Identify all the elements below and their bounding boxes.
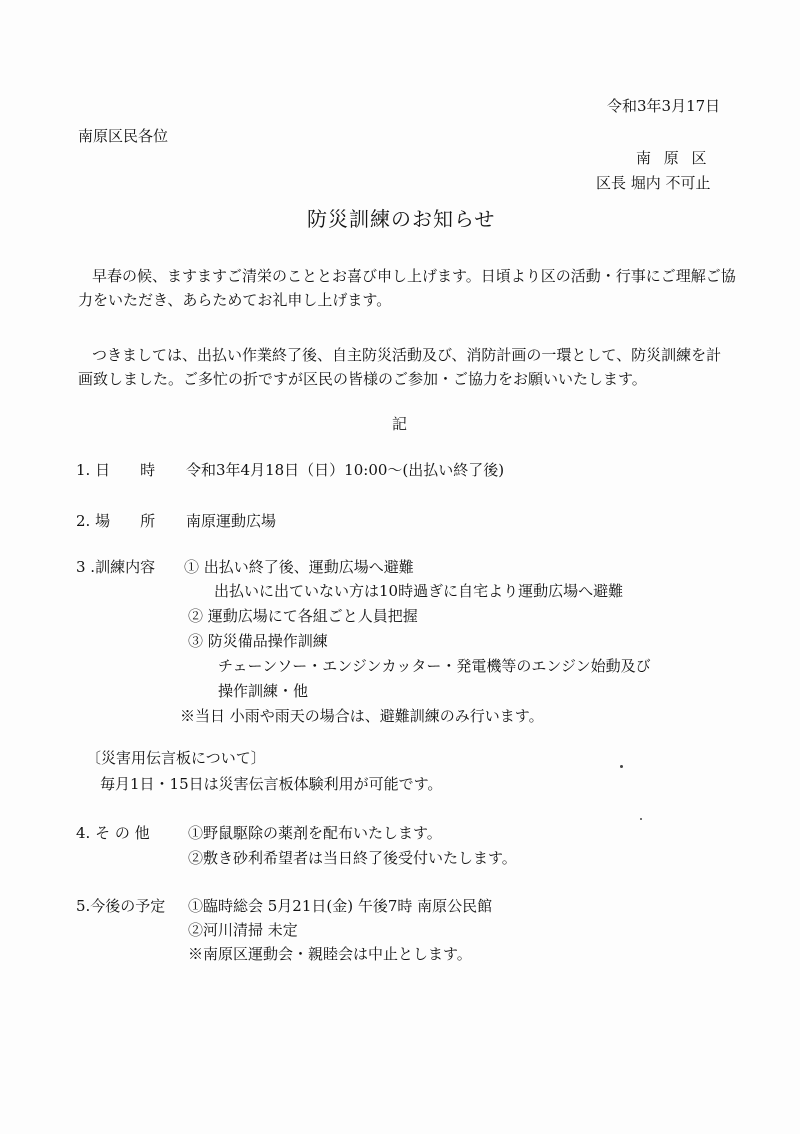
paragraph-2-line-2: 画致しました。ご多忙の折ですが区民の皆様のご参加・ご協力をお願いいたします。: [78, 370, 647, 388]
item-place-value: 南原運動広場: [186, 512, 277, 530]
scan-speck: [620, 765, 623, 768]
sender-org: 南 原 区: [636, 149, 711, 167]
item-other-line-1: ①野鼠駆除の薬剤を配布いたします。: [188, 824, 442, 842]
recipient: 南原区民各位: [78, 127, 169, 145]
item-schedule-line-1: ①臨時総会 5月21日(金) 午後7時 南原公民館: [188, 897, 493, 915]
item-content-line-2: 出払いに出ていない方は10時過ぎに自宅より運動広場へ避難: [214, 582, 624, 600]
item-content-line-6: 操作訓練・他: [218, 682, 309, 700]
item-content-line-4: ③ 防災備品操作訓練: [188, 632, 328, 650]
item-place-label: 2. 場 所: [76, 512, 156, 530]
sender-name: 区長 堀内 不可止: [596, 174, 711, 192]
item-content-line-5: チェーンソー・エンジンカッター・発電機等のエンジン始動及び: [218, 657, 651, 675]
item-content-note: ※当日 小雨や雨天の場合は、避難訓練のみ行います。: [180, 707, 544, 725]
board-text: 毎月1日・15日は災害伝言板体験利用が可能です。: [100, 775, 443, 793]
item-schedule-label: 5.今後の予定: [76, 897, 166, 915]
item-date-value: 令和3年4月18日（日）10:00～(出払い終了後): [186, 461, 505, 479]
page-title: 防災訓練のお知らせ: [307, 207, 496, 231]
board-heading: 〔災害用伝言板について〕: [86, 749, 266, 767]
paragraph-1-line-2: 力をいただき、あらためてお礼申し上げます。: [78, 291, 392, 309]
item-content-line-3: ② 運動広場にて各組ごと人員把握: [188, 607, 418, 625]
item-other-label: 4. そ の 他: [76, 824, 150, 842]
item-content-label: 3 .訓練内容: [76, 558, 156, 576]
scan-speck: [640, 818, 642, 820]
paragraph-1-line-1: 早春の候、ますますご清栄のこととお喜び申し上げます。日頃より区の活動・行事にご理解ご協: [92, 267, 736, 285]
item-content-line-1: ① 出払い終了後、運動広場へ避難: [184, 558, 414, 576]
document-date: 令和3年3月17日: [607, 97, 721, 115]
ki-heading: 記: [392, 415, 408, 433]
paragraph-2-line-1: つきましては、出払い作業終了後、自主防災活動及び、消防計画の一環として、防災訓練を計: [92, 346, 722, 364]
item-other-line-2: ②敷き砂利希望者は当日終了後受付いたします。: [188, 849, 517, 867]
item-schedule-line-2: ②河川清掃 未定: [188, 921, 298, 939]
item-date-label: 1. 日 時: [76, 461, 156, 479]
item-schedule-line-3: ※南原区運動会・親睦会は中止とします。: [188, 945, 472, 963]
